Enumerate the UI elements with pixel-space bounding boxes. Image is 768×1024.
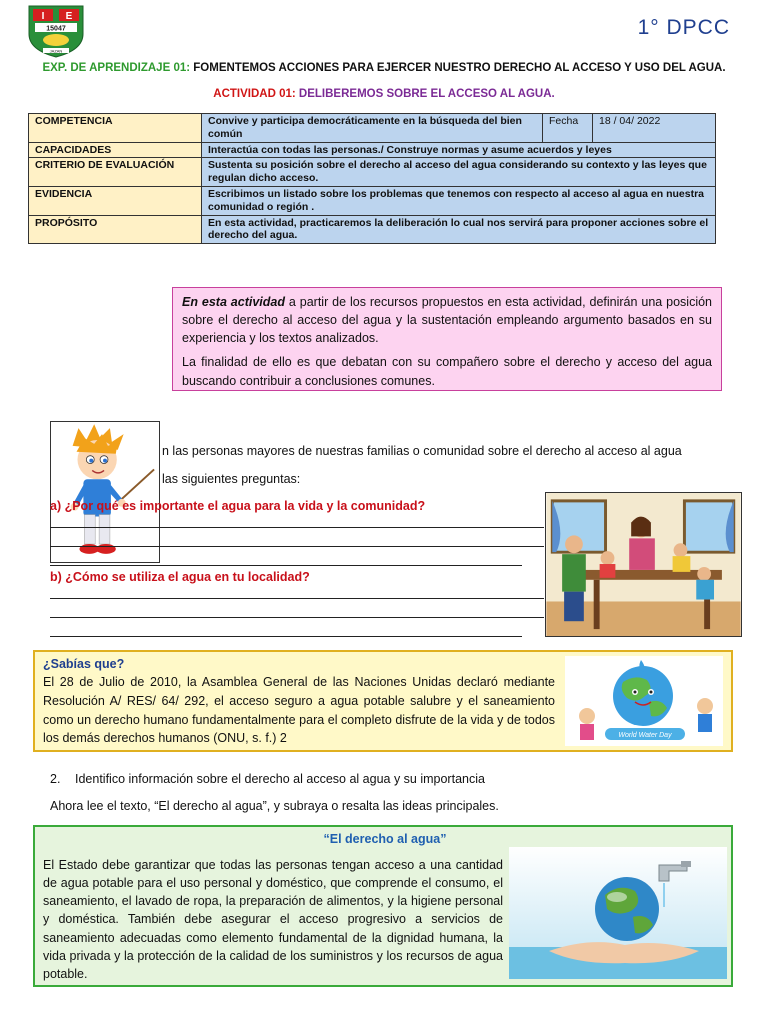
did-you-know-text: El 28 de Julio de 2010, la Asamblea General de las Naciones Unidas declaró mediante Resolución A/ RES/ 64/ 292, el acceso seguro a agua potable salubre y el saneamiento como un derecho humano fundamentalmente para el completo disfrute de la vida y de todos los demás derechos humanos (ONU, s. f.) 2 bbox=[43, 675, 555, 746]
question-a: a) ¿Por qué es importante el agua para la vida y la comunidad? bbox=[50, 499, 426, 513]
family-table-illustration bbox=[545, 492, 742, 637]
activity-label: ACTIVIDAD 01: bbox=[213, 88, 296, 100]
activity-text: DELIBEREMOS SOBRE EL ACCESO AL AGUA. bbox=[298, 88, 555, 100]
step-2-heading bbox=[50, 772, 485, 786]
evidencia-value: Escribimos un listado sobre los problemas que tenemos con respecto al acceso al agua en nuestra comunidad o región . bbox=[202, 186, 716, 215]
question-intro-line-1: n las personas mayores de nuestras familias o comunidad sobre el derecho al acceso al agua bbox=[162, 444, 682, 458]
answer-line bbox=[50, 636, 522, 637]
grade-label: 1° DPCC bbox=[637, 16, 730, 39]
boy-teacher-illustration bbox=[50, 421, 160, 563]
table-row bbox=[29, 158, 716, 187]
fecha-value: 18 / 04/ 2022 bbox=[593, 114, 716, 143]
answer-line bbox=[50, 617, 544, 618]
table-row bbox=[29, 186, 716, 215]
activity-info-table bbox=[28, 113, 716, 244]
competencia-value: Convive y participa democráticamente en la búsqueda del bien común bbox=[202, 114, 543, 143]
reading-box bbox=[33, 825, 733, 987]
experience-text: FOMENTEMOS ACCIONES PARA EJERCER NUESTRO DERECHO AL ACCESO Y USO DEL AGUA. bbox=[193, 62, 726, 74]
answer-line bbox=[50, 598, 544, 599]
water-hands-globe-illustration bbox=[509, 847, 727, 979]
intro-box bbox=[172, 287, 722, 391]
step-2-text: Identifico información sobre el derecho al acceso al agua y su importancia bbox=[75, 772, 485, 786]
competencia-label: COMPETENCIA bbox=[29, 114, 202, 143]
capacidades-value: Interactúa con todas las personas./ Construye normas y asume acuerdos y leyes bbox=[202, 142, 716, 158]
proposito-label: PROPÓSITO bbox=[29, 215, 202, 244]
answer-line bbox=[50, 527, 544, 528]
intro-paragraph-2: La finalidad de ello es que debatan con su compañero sobre el derecho y acceso del agua buscando contribuir a conclusiones comunes. bbox=[182, 355, 712, 388]
answer-line bbox=[50, 565, 522, 566]
intro-p1-text: a partir de los recursos propuestos en esta actividad, definirán una posición sobre el derecho al acceso del agua y la sustentación empleando argumento basados en su experiencia y los textos analizados. bbox=[182, 295, 712, 346]
table-row bbox=[29, 215, 716, 244]
did-you-know-title: ¿Sabías que? bbox=[43, 657, 125, 671]
evidencia-label: EVIDENCIA bbox=[29, 186, 202, 215]
answer-line bbox=[50, 546, 544, 547]
world-water-day-illustration bbox=[565, 656, 723, 746]
step-2-number: 2. bbox=[50, 772, 61, 786]
school-crest-logo bbox=[25, 4, 87, 58]
logo-letter-e: E bbox=[65, 11, 73, 22]
activity-title bbox=[0, 88, 768, 100]
reading-text: El Estado debe garantizar que todas las personas tengan acceso a una cantidad de agua potable para el uso personal y doméstico, que comprende el consumo, el saneamiento, el lavado de ropa, la preparación de alimentos, y la higiene personal y doméstica. También debe asegurar el acceso progresivo a servicios de saneamiento adecuadas como elemento fundamental de la dignidad humana, la vida privada y la protección de la calidad de los suministros y los recursos de agua potable. bbox=[43, 858, 503, 981]
proposito-value: En esta actividad, practicaremos la deliberación lo cual nos servirá para proponer acciones sobre el derecho del agua. bbox=[202, 215, 716, 244]
logo-caption: JAZAN bbox=[49, 48, 63, 54]
criterio-label: CRITERIO DE EVALUACIÓN bbox=[29, 158, 202, 187]
question-b: b) ¿Cómo se utiliza el agua en tu localidad? bbox=[50, 570, 310, 584]
read-instruction: Ahora lee el texto, “El derecho al agua”, y subraya o resalta las ideas principales. bbox=[50, 799, 499, 813]
reading-title: “El derecho al agua” bbox=[323, 832, 447, 846]
world-water-day-banner: World Water Day bbox=[618, 732, 672, 739]
table-row bbox=[29, 114, 716, 143]
intro-paragraph-1 bbox=[182, 293, 712, 347]
experience-title bbox=[0, 62, 768, 74]
fecha-label: Fecha bbox=[543, 114, 593, 143]
logo-letter-i: I bbox=[41, 11, 45, 22]
intro-lead: En esta actividad bbox=[182, 295, 285, 309]
did-you-know-box bbox=[33, 650, 733, 752]
experience-label: EXP. DE APRENDIZAJE 01: bbox=[42, 62, 191, 74]
question-intro-line-2: las siguientes preguntas: bbox=[162, 472, 301, 486]
capacidades-label: CAPACIDADES bbox=[29, 142, 202, 158]
criterio-value: Sustenta su posición sobre el derecho al acceso del agua considerando su contexto y las leyes que regulan dicho acceso. bbox=[202, 158, 716, 187]
table-row bbox=[29, 142, 716, 158]
logo-number: 15047 bbox=[46, 25, 66, 33]
